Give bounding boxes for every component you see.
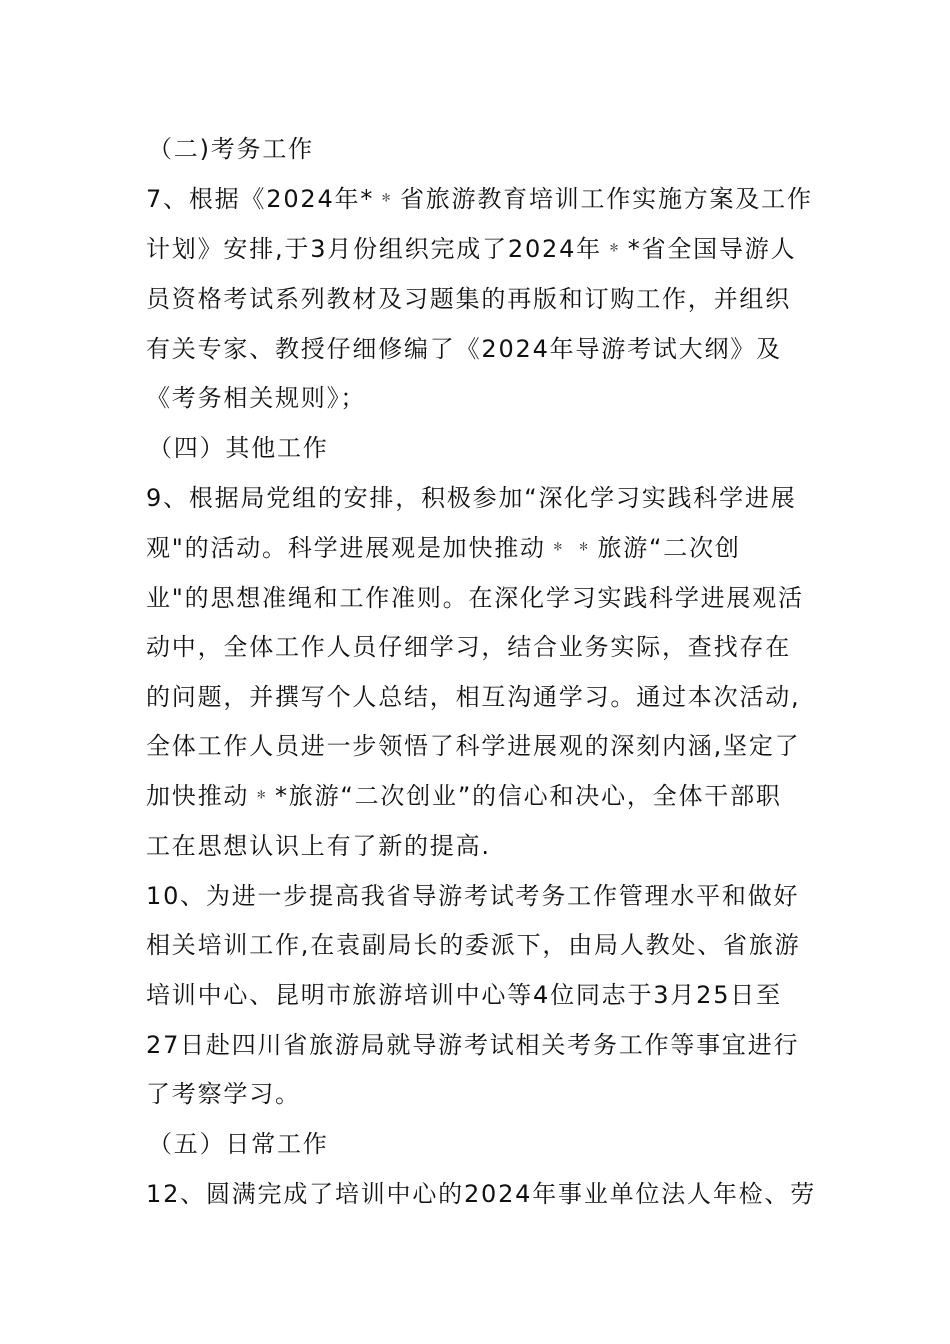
text-line: 《考务相关规则》； bbox=[146, 384, 367, 412]
text-line: 有关专家、教授仔细修编了《2024年导游考试大纲》及 bbox=[146, 335, 782, 363]
text-line: 动中，全体工作人员仔细学习，结合业务实际，查找存在 bbox=[146, 633, 791, 661]
text-line: 加快推动﹡*旅游“二次创业”的信心和决心，全体干部职 bbox=[146, 782, 782, 810]
text-line: 了考察学习。 bbox=[146, 1080, 301, 1108]
section-heading-other: （四）其他工作 bbox=[148, 434, 329, 462]
text-line: 全体工作人员进一步领悟了科学进展观的深刻内涵,坚定了 bbox=[146, 732, 801, 760]
text-line: 10、为进一步提高我省导游考试考务工作管理水平和做好 bbox=[146, 882, 800, 910]
text-line: 12、圆满完成了培训中心的2024年事业单位法人年检、劳 bbox=[146, 1180, 817, 1208]
text-line: 计划》安排,于3月份组织完成了2024年﹡*省全国导游人 bbox=[146, 235, 797, 263]
text-line: 27日赴四川省旅游局就导游考试相关考务工作等事宜进行 bbox=[146, 1031, 800, 1059]
text-line: 观"的活动。科学进展观是加快推动﹡﹡旅游“二次创 bbox=[146, 534, 741, 562]
text-line: 9、根据局党组的安排，积极参加“深化学习实践科学进展 bbox=[146, 484, 797, 512]
text-line: 的问题，并撰写个人总结，相互沟通学习。通过本次活动, bbox=[146, 683, 801, 711]
text-line: 7、根据《2024年*﹡省旅游教育培训工作实施方案及工作 bbox=[146, 185, 813, 213]
text-line: 工在思想认识上有了新的提高. bbox=[146, 832, 491, 860]
section-heading-kaowu: （二)考务工作 bbox=[148, 135, 314, 163]
text-line: 培训中心、昆明市旅游培训中心等4位同志于3月25日至 bbox=[146, 981, 782, 1009]
section-heading-daily: （五）日常工作 bbox=[148, 1130, 329, 1158]
text-line: 员资格考试系列教材及习题集的再版和订购工作，并组织 bbox=[146, 285, 791, 313]
text-line: 业"的思想准绳和工作准则。在深化学习实践科学进展观活 bbox=[146, 584, 804, 612]
text-line: 相关培训工作,在袁副局长的委派下，由局人教处、省旅游 bbox=[146, 931, 801, 959]
